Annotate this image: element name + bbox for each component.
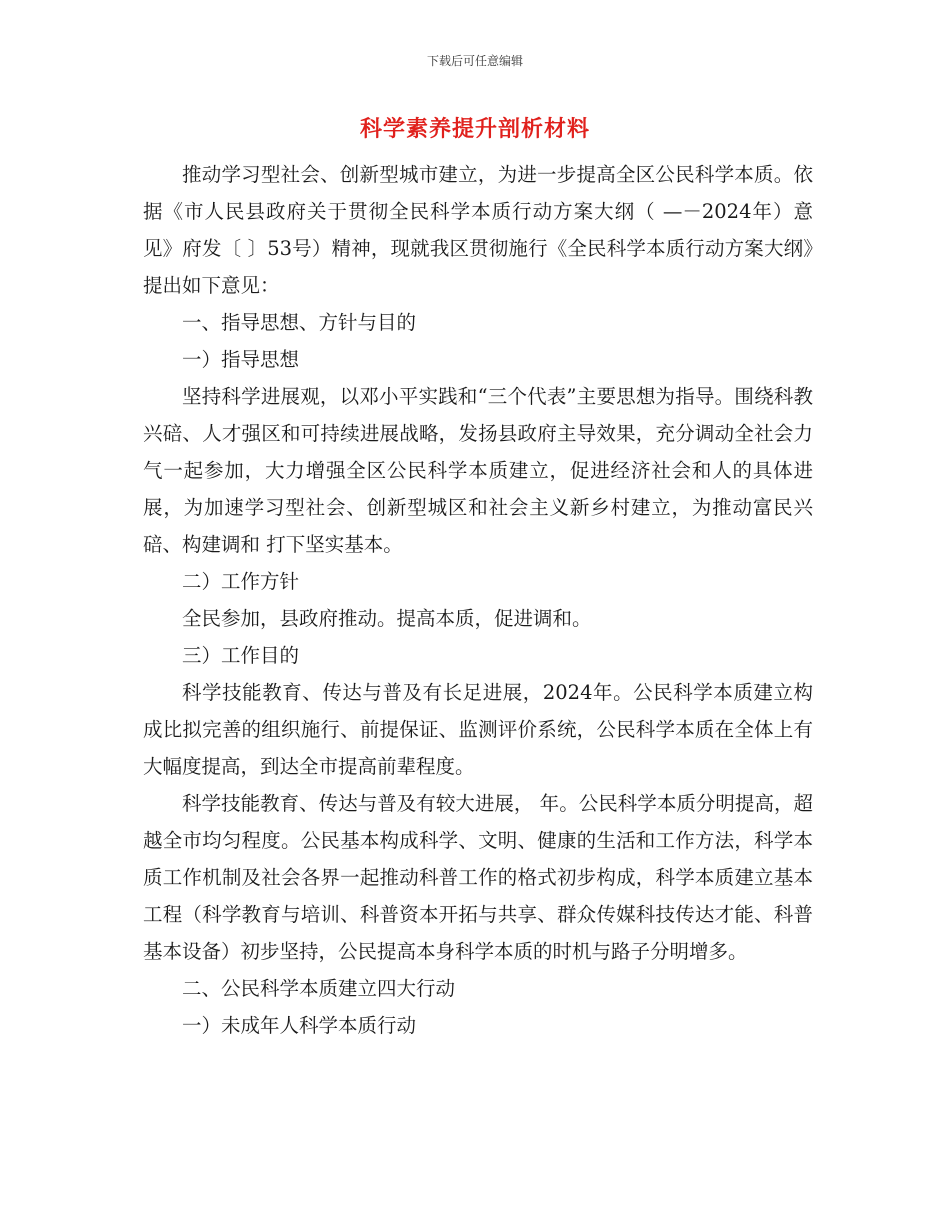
paragraph-intro: 推动学习型社会、创新型城市建立，为进一步提高全区公民科学本质。依据《市人民县政府关于贯彻全民科学本质行动方案大纲（ —－2024年）意见》府发〔 〕53号）精神，现就我区贯彻施行《全民科学本质行动方案大纲》提出如下意见： [143, 163, 813, 297]
heading-minors-action: 一）未成年人科学本质行动 [182, 1014, 417, 1037]
paragraph-work-policy: 全民参加，县政府推动。提高本质，促进调和。 [182, 607, 592, 630]
heading-guiding-thought: 一）指导思想 [182, 348, 300, 371]
paragraph-guiding-thought: 坚持科学进展观，以邓小平实践和“三个代表”主要思想为指导。围绕科教兴碚、人才强区和可持续进展战略，发扬县政府主导效果，充分调动全社会力气一起参加，大力增强全区公民科学本质建立，促进经济社会和人的具体进展，为加速学习型社会、创新型城区和社会主义新乡村建立，为推动富民兴碚、构建调和 打下坚实基本。 [143, 385, 813, 556]
header-note: 下载后可任意编辑 [426, 54, 523, 68]
paragraph-work-goal-2: 科学技能教育、传达与普及有较大进展， 年。公民科学本质分明提高，超越全市均匀程度。公民基本构成科学、文明、健康的生活和工作方法，科学本质工作机制及社会各界一起推动科普工作的格式初步构成，科学本质建立基本工程（科学教育与培训、科普资本开拓与共享、群众传媒科技传达才能、科普基本设备）初步坚持，公民提高本身科学本质的时机与路子分明增多。 [143, 792, 813, 963]
heading-section-1: 一、指导思想、方针与目的 [182, 311, 417, 334]
heading-work-goal: 三）工作目的 [182, 644, 300, 667]
heading-section-2: 二、公民科学本质建立四大行动 [182, 977, 456, 1000]
document-title: 科学素养提升剖析材料 [359, 117, 590, 142]
paragraph-work-goal-1: 科学技能教育、传达与普及有长足进展，2024年。公民科学本质建立构成比拟完善的组织施行、前提保证、监测评价系统，公民科学本质在全体上有大幅度提高，到达全市提高前辈程度。 [143, 681, 813, 778]
heading-work-policy: 二）工作方针 [182, 570, 300, 593]
document-body [143, 156, 813, 1044]
